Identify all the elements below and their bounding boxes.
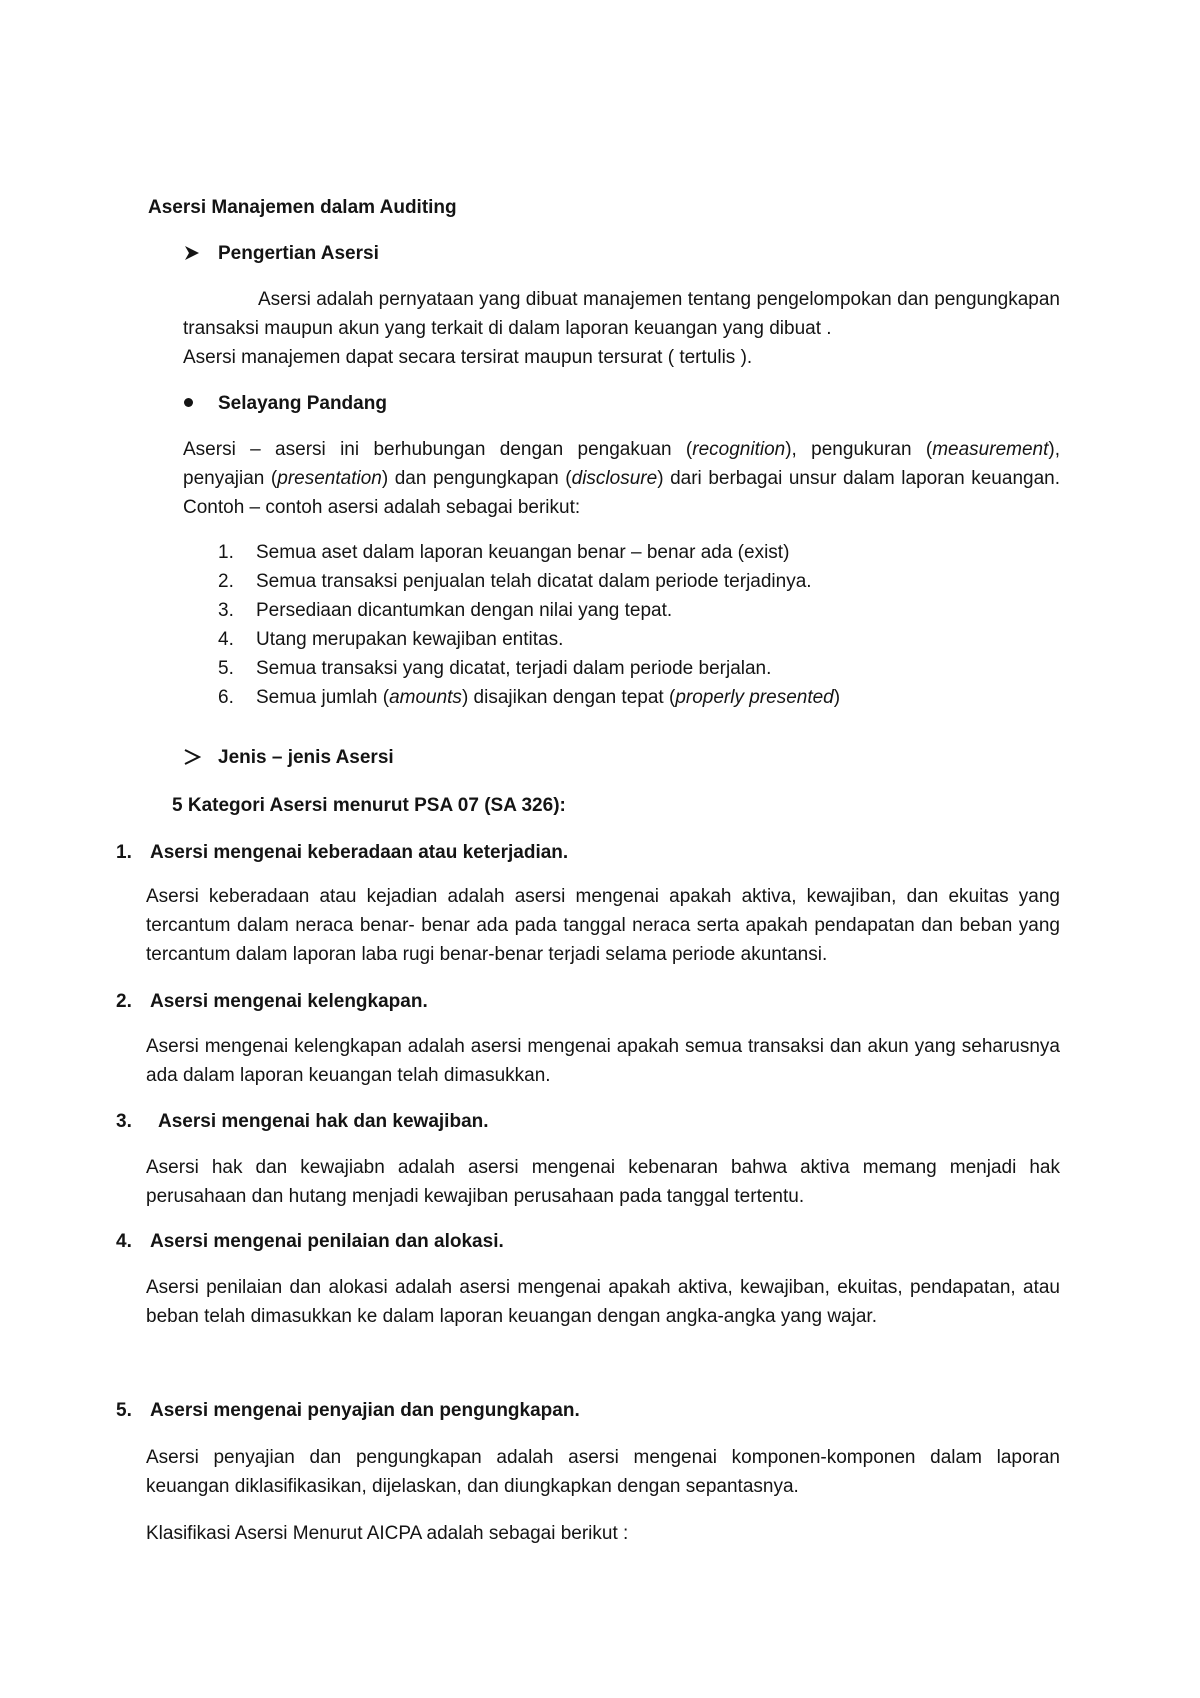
example-list [218, 538, 918, 712]
category-number: 4. [116, 1231, 132, 1252]
arrow-bullet-icon [183, 244, 201, 262]
document-title: Asersi Manajemen dalam Auditing [148, 197, 457, 218]
list-item: 3. Persediaan dicantumkan dengan nilai yang tepat. [218, 600, 673, 621]
category-body: Asersi mengenai kelengkapan adalah asersi mengenai apakah semua transaksi dan akun yang seharusnya ada dalam laporan keuangan telah dimasukkan. [146, 1036, 1060, 1086]
section-heading-selayang: Selayang Pandang [218, 393, 387, 414]
list-item: 6. Semua jumlah (amounts) disajikan dengan tepat (properly presented) [218, 687, 841, 708]
category-heading: Asersi mengenai penyajian dan pengungkapan. [150, 1400, 580, 1421]
category-heading: Asersi mengenai hak dan kewajiban. [158, 1111, 489, 1132]
category-body: Asersi penilaian dan alokasi adalah asersi mengenai apakah aktiva, kewajiban, ekuitas, pendapatan, atau beban telah dimasukkan ke dalam laporan keuangan dengan angka-angka yang wajar. [146, 1277, 1060, 1327]
category-number: 1. [116, 842, 132, 863]
dot-bullet-icon [184, 398, 193, 407]
overview-paragraph: Asersi – asersi ini berhubungan dengan pengakuan (recognition), pengukuran (measurement), penyajian (presentation) dan pengungkapan (disclosure) dari berbagai unsur dalam laporan keuangan. Contoh – contoh asersi adalah sebagai berikut: [183, 439, 1060, 518]
category-body: Asersi hak dan kewajiabn adalah asersi mengenai kebenaran bahwa aktiva memang menjadi hak perusahaan dan hutang menjadi kewajiban perusahaan pada tanggal tertentu. [146, 1157, 1060, 1207]
definition-paragraph-2: Asersi manajemen dapat secara tersirat maupun tersurat ( tertulis ). [183, 347, 753, 368]
category-number: 2. [116, 991, 132, 1012]
category-body: Asersi keberadaan atau kejadian adalah asersi mengenai apakah aktiva, kewajiban, dan ekuitas yang tercantum dalam neraca benar- benar ada pada tanggal neraca serta apakah pendapatan dan beban yang tercantum dalam laporan laba rugi benar-benar terjadi selama periode akuntansi. [146, 886, 1060, 965]
category-heading: Asersi mengenai keberadaan atau keterjadian. [150, 842, 569, 863]
section-heading-jenis: Jenis – jenis Asersi [218, 747, 394, 768]
list-item: 5. Semua transaksi yang dicatat, terjadi dalam periode berjalan. [218, 658, 772, 679]
category-number: 3. [116, 1111, 132, 1132]
category-number: 5. [116, 1400, 132, 1421]
list-item: 2. Semua transaksi penjualan telah dicatat dalam periode terjadinya. [218, 571, 812, 592]
section-heading-pengertian: Pengertian Asersi [218, 243, 379, 264]
arrow-bullet-icon [183, 748, 201, 766]
closing-line: Klasifikasi Asersi Menurut AICPA adalah sebagai berikut : [146, 1523, 629, 1544]
category-body: Asersi penyajian dan pengungkapan adalah asersi mengenai komponen-komponen dalam laporan keuangan diklasifikasikan, dijelaskan, dan diungkapkan dengan sepantasnya. [146, 1447, 1060, 1497]
category-heading: Asersi mengenai kelengkapan. [150, 991, 428, 1012]
list-item: 4. Utang merupakan kewajiban entitas. [218, 629, 564, 650]
categories-subheading: 5 Kategori Asersi menurut PSA 07 (SA 326): [172, 795, 566, 816]
list-item: 1. Semua aset dalam laporan keuangan benar – benar ada (exist) [218, 542, 790, 563]
category-heading: Asersi mengenai penilaian dan alokasi. [150, 1231, 504, 1252]
definition-paragraph: Asersi adalah pernyataan yang dibuat manajemen tentang pengelompokan dan pengungkapan transaksi maupun akun yang terkait di dalam laporan keuangan yang dibuat . [183, 289, 1060, 339]
